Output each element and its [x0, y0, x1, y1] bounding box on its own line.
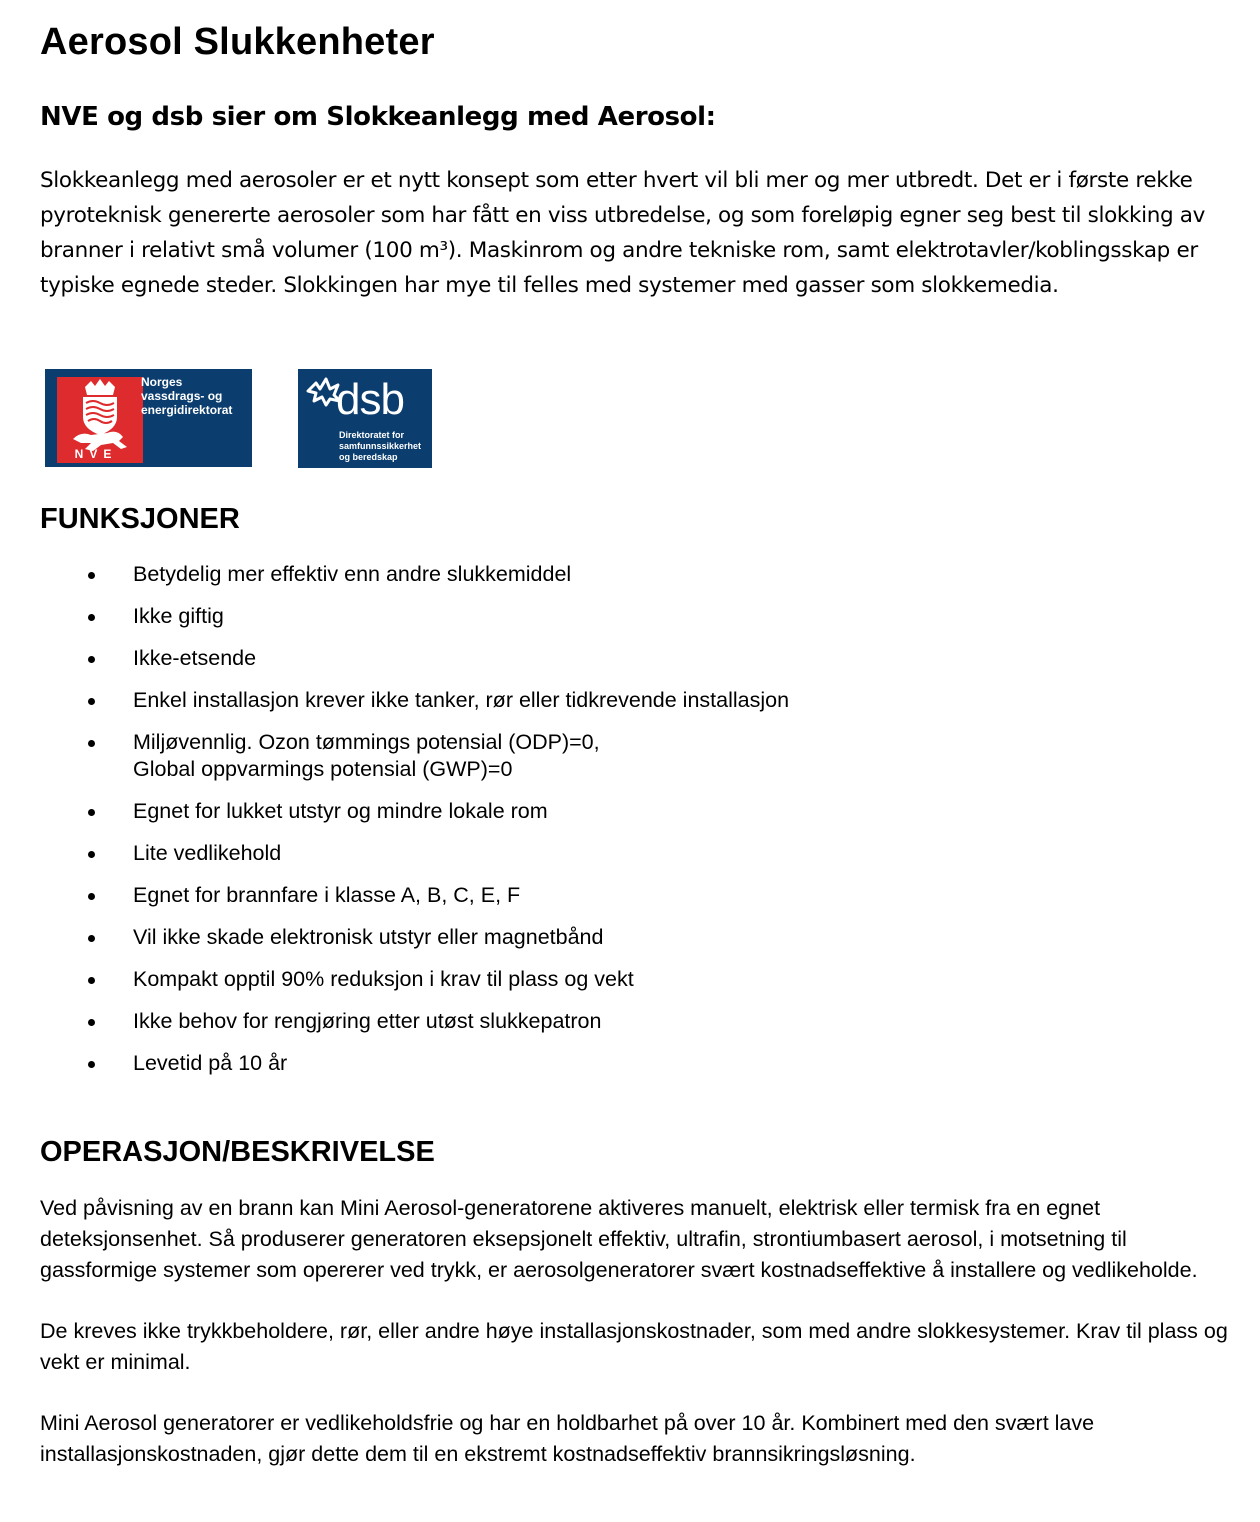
features-list [40, 561, 789, 1092]
feature-text: Levetid på 10 år [133, 1051, 288, 1075]
feature-list-item [40, 798, 789, 825]
feature-list-item [40, 729, 789, 783]
feature-text: Egnet for lukket utstyr og mindre lokale rom [133, 799, 548, 823]
feature-list-item [40, 1008, 789, 1035]
operation-paragraph: Mini Aerosol generatorer er vedlikeholdsfrie og har en holdbarhet på over 10 år. Kombinert med den svært lave installasjonskostnaden, gjør dette dem til en ekstremt kostnadseffektiv brannsikringsløsning. [40, 1411, 1095, 1466]
feature-list-item [40, 924, 789, 951]
feature-text: Miljøvennlig. Ozon tømmings potensial (ODP)=0, [133, 730, 600, 754]
subtitle: NVE og dsb sier om Slokkeanlegg med Aerosol: [40, 102, 716, 132]
feature-list-item [40, 882, 789, 909]
dsb-logo [298, 369, 432, 468]
feature-list-item [40, 1050, 789, 1077]
feature-text: Ikke behov for rengjøring etter utøst slukkepatron [133, 1009, 602, 1033]
dsb-logo-line-3: og beredskap [339, 452, 398, 462]
feature-list-item [40, 603, 789, 630]
feature-text: Ikke giftig [133, 604, 224, 628]
nve-logo-line-1: Norges [141, 375, 183, 389]
feature-text: Lite vedlikehold [133, 841, 282, 865]
operation-paragraph: De kreves ikke trykkbeholdere, rør, eller andre høye installasjonskostnader, som med andre slokkesystemer. Krav til plass og vekt er minimal. [40, 1319, 1228, 1374]
operation-heading: OPERASJON/BESKRIVELSE [40, 1136, 435, 1168]
operation-paragraph: Ved påvisning av en brann kan Mini Aerosol-generatorene aktiveres manuelt, elektrisk eller termisk fra en egnet deteksjonsenhet. Så produserer generatoren eksepsjonelt effektiv, ultrafin, strontiumbasert aerosol, i motsetning til gassformige systemer som opererer ved trykk, er aerosolgeneratorer svært kostnadseffektive å installere og vedlikeholde. [40, 1196, 1198, 1282]
nve-logo-line-2: vassdrags- og [141, 389, 223, 403]
operation-body [40, 1193, 1230, 1500]
feature-list-item [40, 561, 789, 588]
nve-logo-line-3: energidirektorat [141, 403, 233, 417]
feature-list-item [40, 966, 789, 993]
dsb-logo-line-2: samfunnssikkerhet [339, 441, 422, 451]
feature-list-item [40, 687, 789, 714]
intro-paragraph: Slokkeanlegg med aerosoler er et nytt konsept som etter hvert vil bli mer og mer utbredt. Det er i første rekke pyroteknisk genererte aerosoler som har fått en viss utbredelse, og som foreløpig egner seg best til slokking av branner i relativt små volumer (100 m³). Maskinrom og andre tekniske rom, samt elektrotavler/koblingsskap er typiske egnede steder. Slokkingen har mye til felles med systemer med gasser som slokkemedia. [40, 168, 1206, 298]
feature-text: Ikke-etsende [133, 646, 257, 670]
feature-text: Enkel installasjon krever ikke tanker, rør eller tidkrevende installasjon [133, 688, 790, 712]
page-title: Aerosol Slukkenheter [40, 21, 435, 63]
dsb-logo-line-1: Direktoratet for [339, 430, 405, 440]
nve-logo [45, 369, 252, 467]
nve-logo-abbreviation: NVE [74, 447, 118, 461]
feature-list-item [40, 840, 789, 867]
feature-list-item [40, 645, 789, 672]
feature-text: Global oppvarmings potensial (GWP)=0 [133, 757, 513, 781]
dsb-logo-subtext [339, 430, 431, 463]
feature-text: Vil ikke skade elektronisk utstyr eller magnetbånd [133, 925, 604, 949]
feature-text: Betydelig mer effektiv enn andre slukkemiddel [133, 562, 572, 586]
features-heading: FUNKSJONER [40, 503, 240, 535]
feature-text: Kompakt opptil 90% reduksjon i krav til plass og vekt [133, 967, 634, 991]
nve-logo-text [141, 375, 251, 417]
dsb-logo-wordmark: dsb [336, 375, 404, 424]
feature-text: Egnet for brannfare i klasse A, B, C, E, F [133, 883, 521, 907]
